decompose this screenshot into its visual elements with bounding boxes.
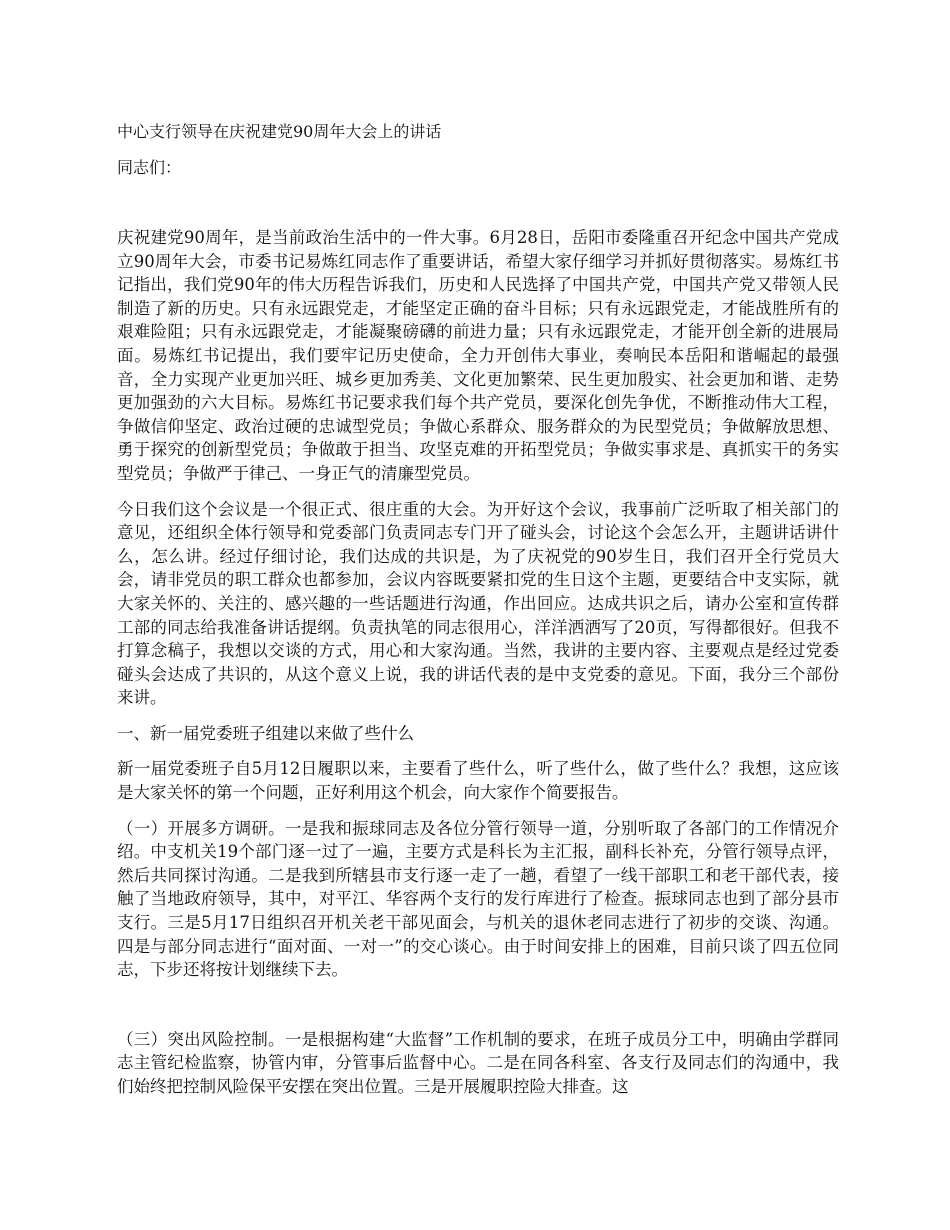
section-1-item-1: （一）开展多方调研。一是我和振球同志及各位分管行领导一道，分别听取了各部门的工作情况介绍。中支机关19个部门逐一过了一遍，主要方式是科长为主汇报，副科长补充，分管行领导点评，然后共同探讨沟通。二是我到所辖县市支行逐一走了一趟，看望了一线干部职工和老干部代表，接触了当地政府领导，其中，对平江、华容两个支行的发行库进行了检查。振球同志也到了部分县市支行。三是5月17日组织召开机关老干部见面会，与机关的退休老同志进行了初步的交谈、沟通。四是与部分同志进行“面对面、一对一”的交心谈心。由于时间安排上的困难，目前只谈了四五位同志，下步还将按计划继续下去。 (117, 818, 839, 980)
salutation: 同志们： (117, 158, 182, 177)
section-1-item-3: （三）突出风险控制。一是根据构建“大监督”工作机制的要求，在班子成员分工中，明确由学群同志主管纪检监察，协管内审，分管事后监督中心。二是在同各科室、各支行及同志们的沟通中，我们始终把控制风险保平安摆在突出位置。三是开展履职控险大排查。这 (117, 1029, 839, 1096)
paragraph-1: 庆祝建党90周年，是当前政治生活中的一件大事。6月28日，岳阳市委隆重召开纪念中国共产党成立90周年大会，市委书记易炼红同志作了重要讲话，希望大家仔细学习并抓好贯彻落实。易炼红书记指出，我们党90年的伟大历程告诉我们，历史和人民选择了中国共产党，中国共产党又带领人民制造了新的历史。只有永远跟党走，才能坚定正确的奋斗目标；只有永远跟党走，才能战胜所有的艰难险阻；只有永远跟党走，才能凝聚磅礴的前进力量；只有永远跟党走，才能开创全新的进展局面。易炼红书记提出，我们要牢记历史使命，全力开创伟大事业，奏响民本岳阳和谐崛起的最强音，全力实现产业更加兴旺、城乡更加秀美、文化更加繁荣、民生更加殷实、社会更加和谐、走势更加强劲的六大目标。易炼红书记要求我们每个共产党员，要深化创先争优，不断推动伟大工程，争做信仰坚定、政治过硬的忠诚型党员；争做心系群众、服务群众的为民型党员；争做解放思想、勇于探究的创新型党员；争做敢于担当、攻坚克难的开拓型党员；争做实事求是、真抓实干的务实型党员；争做严于律己、一身正气的清廉型党员。 (117, 228, 839, 483)
document-page (117, 120, 839, 1099)
section-1-intro: 新一届党委班子自5月12日履职以来，主要看了些什么，听了些什么，做了些什么？我想，这应该是大家关怀的第一个问题，正好利用这个机会，向大家作个简要报告。 (117, 759, 839, 803)
document-title: 中心支行领导在庆祝建党90周年大会上的讲话 (117, 122, 442, 141)
paragraph-2: 今日我们这个会议是一个很正式、很庄重的大会。为开好这个会议，我事前广泛听取了相关部门的意见，还组织全体行领导和党委部门负责同志专门开了碰头会，讨论这个会怎么开，主题讲话讲什么，怎么讲。经过仔细讨论，我们达成的共识是，为了庆祝党的90岁生日，我们召开全行党员大会，请非党员的职工群众也都参加，会议内容既要紧扣党的生日这个主题，更要结合中支实际，就大家关怀的、关注的、感兴趣的一些话题进行沟通，作出回应。达成共识之后，请办公室和宣传群工部的同志给我准备讲话提纲。负责执笔的同志很用心，洋洋洒洒写了20页，写得都很好。但我不打算念稿子，我想以交谈的方式，用心和大家沟通。当然，我讲的主要内容、主要观点是经过党委碰头会达成了共识的，从这个意义上说，我的讲话代表的是中支党委的意见。下面，我分三个部份来讲。 (117, 499, 839, 708)
section-1-heading: 一、新一届党委班子组建以来做了些什么 (117, 723, 414, 743)
